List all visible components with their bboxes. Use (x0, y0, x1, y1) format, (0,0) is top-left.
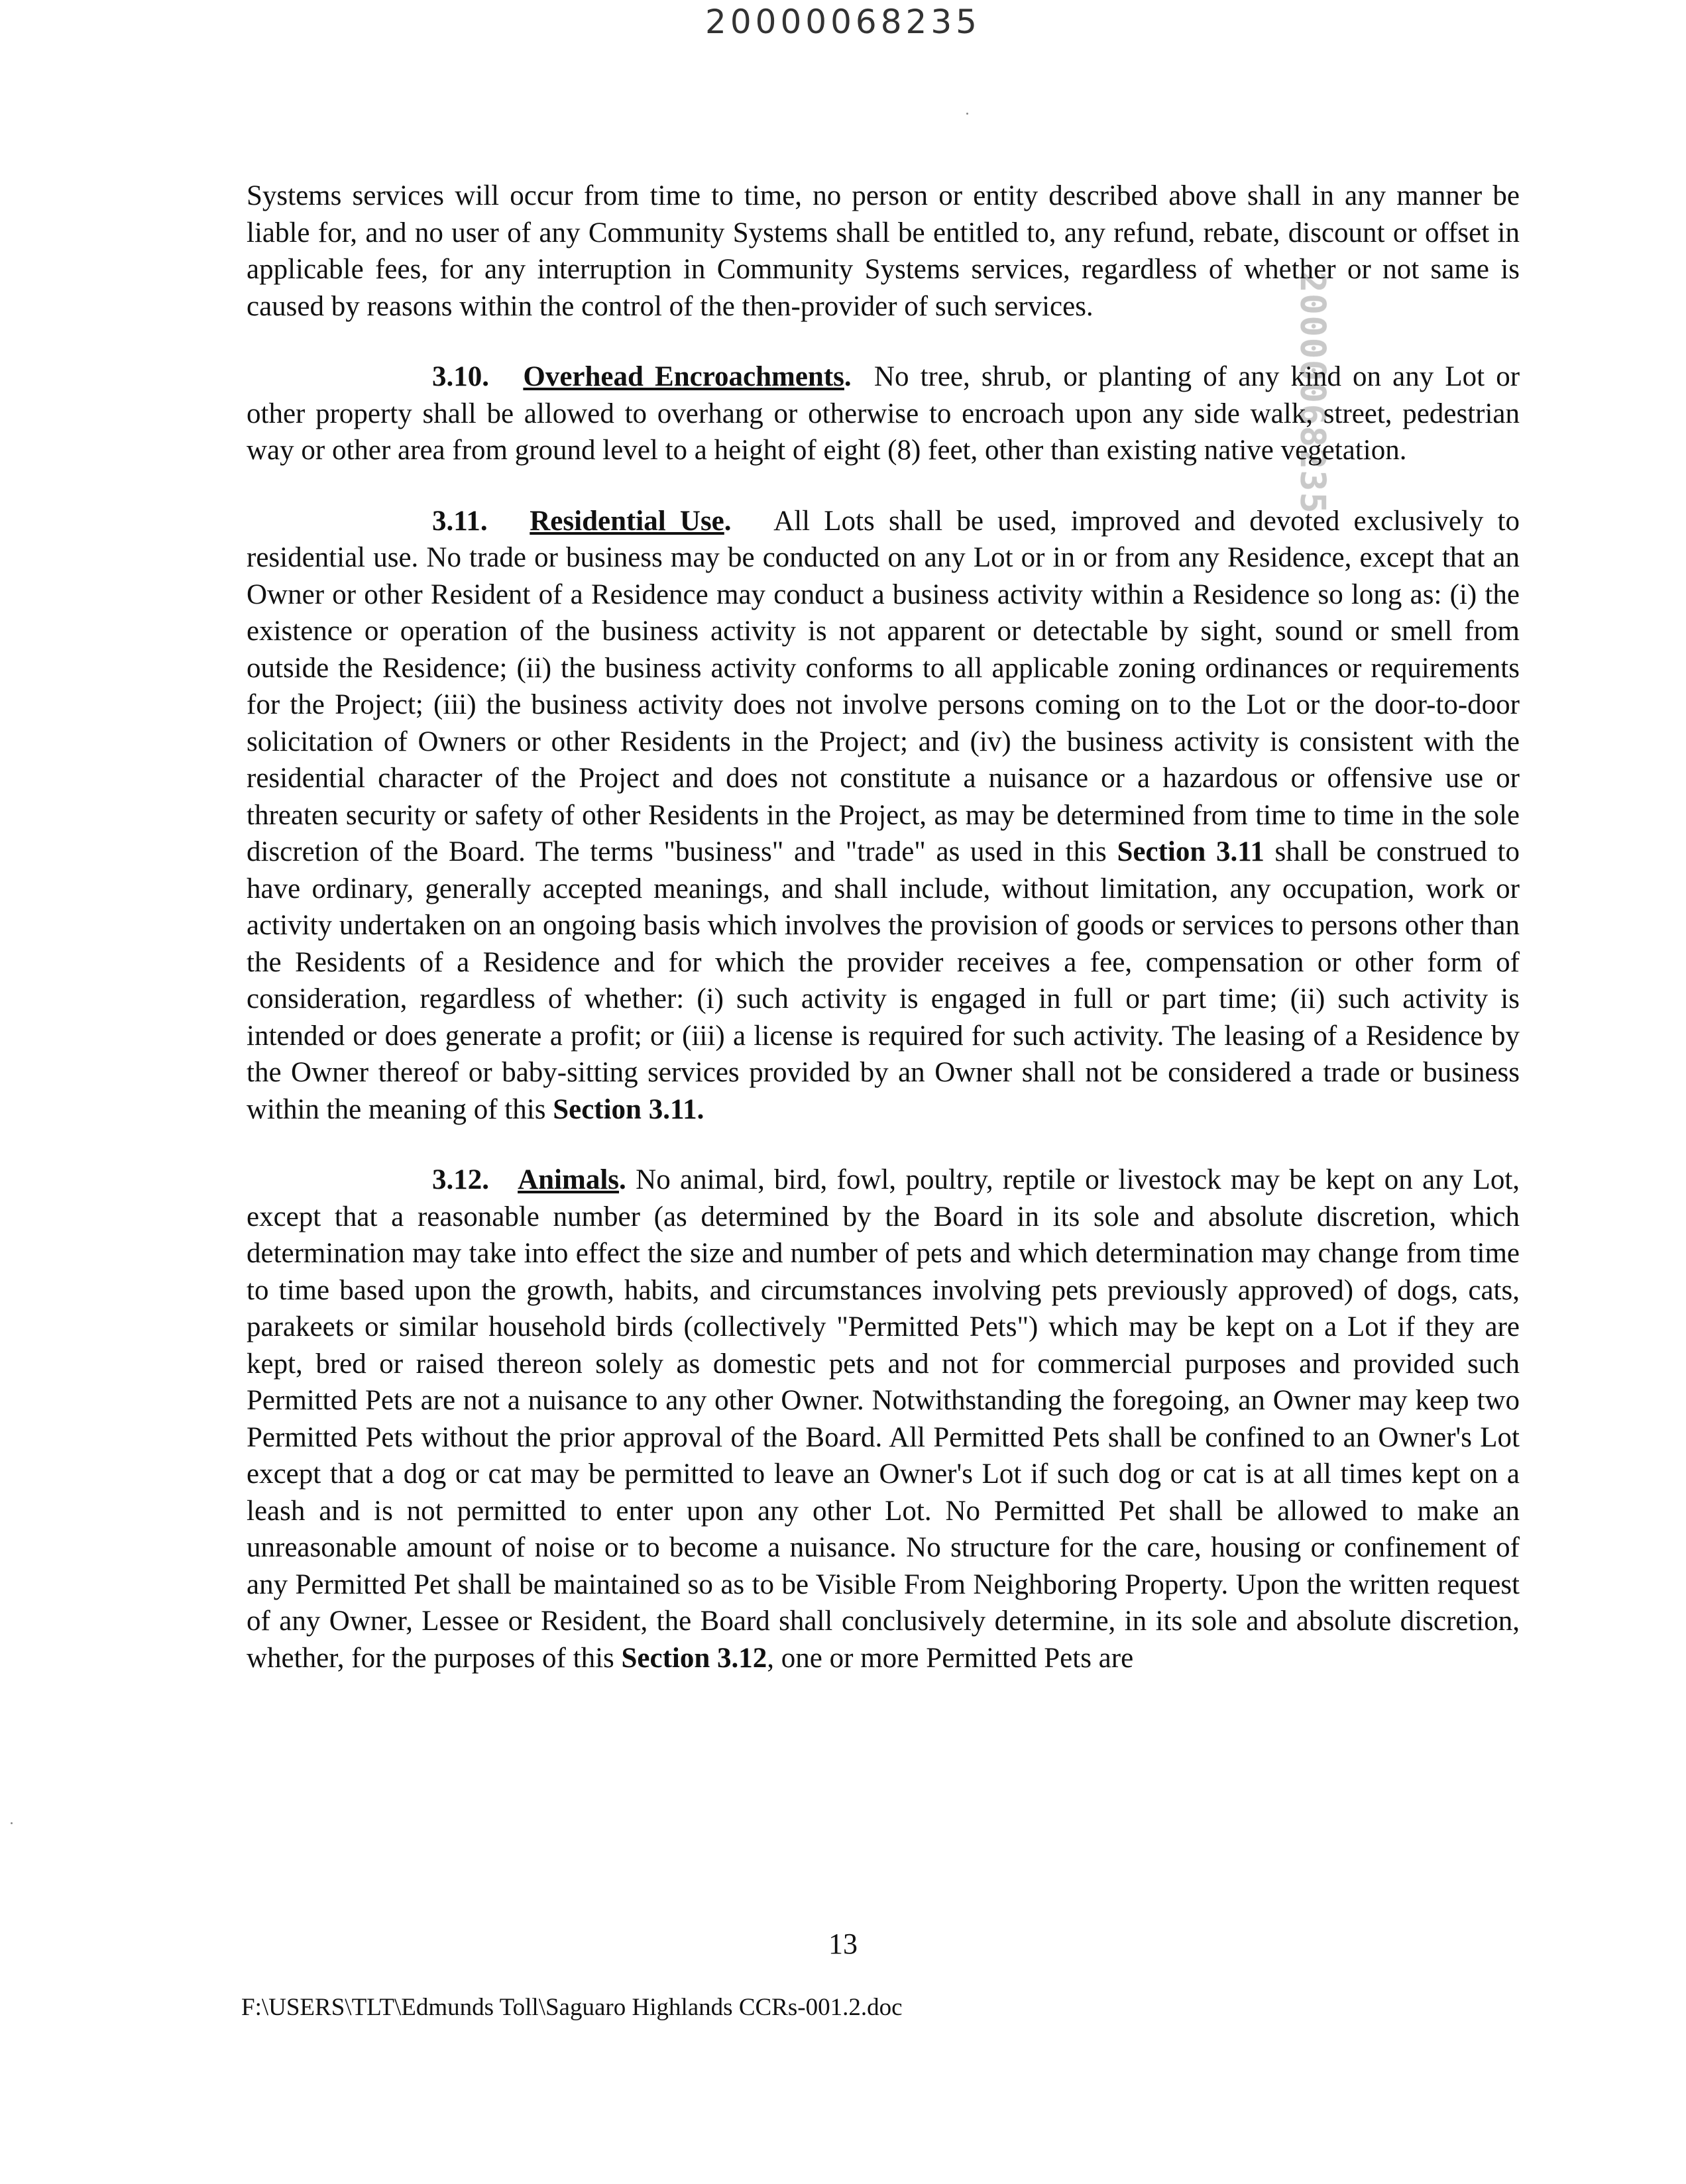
side-stamp: 20000068235 (1292, 272, 1332, 515)
section-3-12: 3.12. Animals. No animal, bird, fowl, poultry, reptile or livestock may be kept on any Lot, except that a reasonable number (as determined by the Board in its sole and absolute discretion, which determination may take into effect the size and number of pets and which determination may change from time to time based upon the growth, habits, and circumstances involving pets previously approved) of dogs, cats, parakeets or similar household birds (collectively "Permitted Pets") which may be kept on a Lot if they are kept, bred or raised thereon solely as domestic pets and not for commercial purposes and provided such Permitted Pets are not a nuisance to any other Owner. Notwithstanding the foregoing, an Owner may keep two Permitted Pets without the prior approval of the Board. All Permitted Pets shall be confined to an Owner's Lot except that a dog or cat may be permitted to leave an Owner's Lot if such dog or cat is at all times kept on a leash and is not permitted to enter upon any other Lot. No Permitted Pet shall be allowed to make an unreasonable amount of noise or to become a nuisance. No structure for the care, housing or confinement of any Permitted Pet shall be maintained so as to be Visible From Neighboring Property. Upon the written request of any Owner, Lessee or Resident, the Board shall conclusively determine, in its sole and absolute discretion, whether, for the purposes of this Section 3.12, one or more Permitted Pets are (247, 1164, 1520, 1674)
section-reference: Section 3.12 (621, 1642, 767, 1674)
section-number: 3.10. (432, 361, 489, 392)
document-number: 20000068235 (705, 3, 981, 41)
section-reference: Section 3.11 (553, 1093, 697, 1125)
section-number: 3.12. (432, 1164, 489, 1195)
continuation-paragraph: Systems services will occur from time to time, no person or entity described above shall in any manner be liable for, and no user of any Community Systems shall be entitled to, any refund, rebate, discount or offset in applicable fees, for any interruption in Community Systems services, regardless of whether or not same is caused by reasons within the control of the then-provider of such services. (247, 180, 1520, 322)
scan-speck (11, 1822, 13, 1824)
page-number: 13 (828, 1928, 858, 1960)
scan-speck (966, 113, 968, 115)
section-number: 3.11. (432, 505, 488, 537)
section-3-10: 3.10. Overhead Encroachments. No tree, shrub, or planting of any kind on any Lot or other property shall be allowed to overhang or otherwise to encroach upon any side walk, street, pedestrian way or other area from ground level to a height of eight (8) feet, other than existing native vegetation. (247, 361, 1520, 466)
footer-file-path: F:\USERS\TLT\Edmunds Toll\Saguaro Highlands CCRs-001.2.doc (241, 1994, 903, 2021)
section-3-11: 3.11. Residential Use. All Lots shall be used, improved and devoted exclusively to residential use. No trade or business may be conducted on any Lot or in or from any Residence, except that an Owner or other Resident of a Residence may conduct a business activity within a Residence so long as: (i) the existence or operation of the business activity is not apparent or detectable by sight, sound or smell from outside the Residence; (ii) the business activity conforms to all applicable zoning ordinances or requirements for the Project; (iii) the business activity does not involve persons coming on to the Lot or the door-to-door solicitation of Owners or other Residents in the Project; and (iv) the business activity is consistent with the residential character of the Project and does not constitute a nuisance or a hazardous or offensive use or threaten security or safety of other Residents in the Project, as may be determined from time to time in the sole discretion of the Board. The terms "business" and "trade" as used in this Section 3.11 shall be construed to have ordinary, generally accepted meanings, and shall include, without limitation, any occupation, work or activity undertaken on an ongoing basis which involves the provision of goods or services to persons other than the Residents of a Residence and for which the provider receives a fee, compensation or other form of consideration, regardless of whether: (i) such activity is engaged in full or part time; (ii) such activity is intended or does generate a profit; or (iii) a license is required for such activity. The leasing of a Residence by the Owner thereof or baby-sitting services provided by an Owner shall not be considered a trade or business within the meaning of this Section 3.11. (247, 505, 1520, 1125)
section-reference: Section 3.11 (1117, 836, 1264, 867)
section-text: , one or more Permitted Pets are (767, 1642, 1134, 1674)
section-text: shall be construed to have ordinary, generally accepted meanings, and shall include, without limitation, any occupation, work or activity undertaken on an ongoing basis which involves the provision of goods or services to persons other than the Residents of a Residence and for which the provider receives a fee, compensation or other form of consideration, regardless of whether: (i) such activity is engaged in full or part time; (ii) such activity is intended or does generate a profit; or (iii) a license is required for such activity. The leasing of a Residence by the Owner thereof or baby-sitting services provided by an Owner shall not be considered a trade or business within the meaning of this (247, 836, 1520, 1125)
section-text: No tree, shrub, or planting of any kind on any Lot or other property shall be allowed to overhang or otherwise to encroach upon any side walk, street, pedestrian way or other area from ground level to a height of eight (8) feet, other than existing native vegetation. (247, 361, 1520, 466)
section-title: Animals (518, 1164, 620, 1195)
section-text: . (697, 1093, 704, 1125)
section-text: All Lots shall be used, improved and devoted exclusively to residential use. No trade or business may be conducted on any Lot or in or from any Residence, except that an Owner or other Resident of a Residence may conduct a business activity within a Residence so long as: (i) the existence or operation of the business activity is not apparent or detectable by sight, sound or smell from outside the Residence; (ii) the business activity conforms to all applicable zoning ordinances or requirements for the Project; (iii) the business activity does not involve persons coming on to the Lot or the door-to-door solicitation of Owners or other Residents in the Project; and (iv) the business activity is consistent with the residential character of the Project and does not constitute a nuisance or a hazardous or offensive use or threaten security or safety of other Residents in the Project, as may be determined from time to time in the sole discretion of the Board. The terms "business" and "trade" as used in this (247, 505, 1520, 867)
section-text: No animal, bird, fowl, poultry, reptile or livestock may be kept on any Lot, except that a reasonable number (as determined by the Board in its sole and absolute discretion, which determination may take into effect the size and number of pets and which determination may change from time to time based upon the growth, habits, and circumstances involving pets previously approved) of dogs, cats, parakeets or similar household birds (collectively "Permitted Pets") which may be kept on a Lot if they are kept, bred or raised thereon solely as domestic pets and not for commercial purposes and provided such Permitted Pets are not a nuisance to any other Owner. Notwithstanding the foregoing, an Owner may keep two Permitted Pets without the prior approval of the Board. All Permitted Pets shall be confined to an Owner's Lot except that a dog or cat may be permitted to leave an Owner's Lot if such dog or cat is at all times kept on a leash and is not permitted to enter upon any other Lot. No Permitted Pet shall be allowed to make an unreasonable amount of noise or to become a nuisance. No structure for the care, housing or confinement of any Permitted Pet shall be maintained so as to be Visible From Neighboring Property. Upon the written request of any Owner, Lessee or Resident, the Board shall conclusively determine, in its sole and absolute discretion, whether, for the purposes of this (247, 1164, 1520, 1674)
section-title: Residential Use (530, 505, 724, 537)
document-body (247, 178, 1520, 1676)
section-title: Overhead Encroachments (523, 361, 844, 392)
